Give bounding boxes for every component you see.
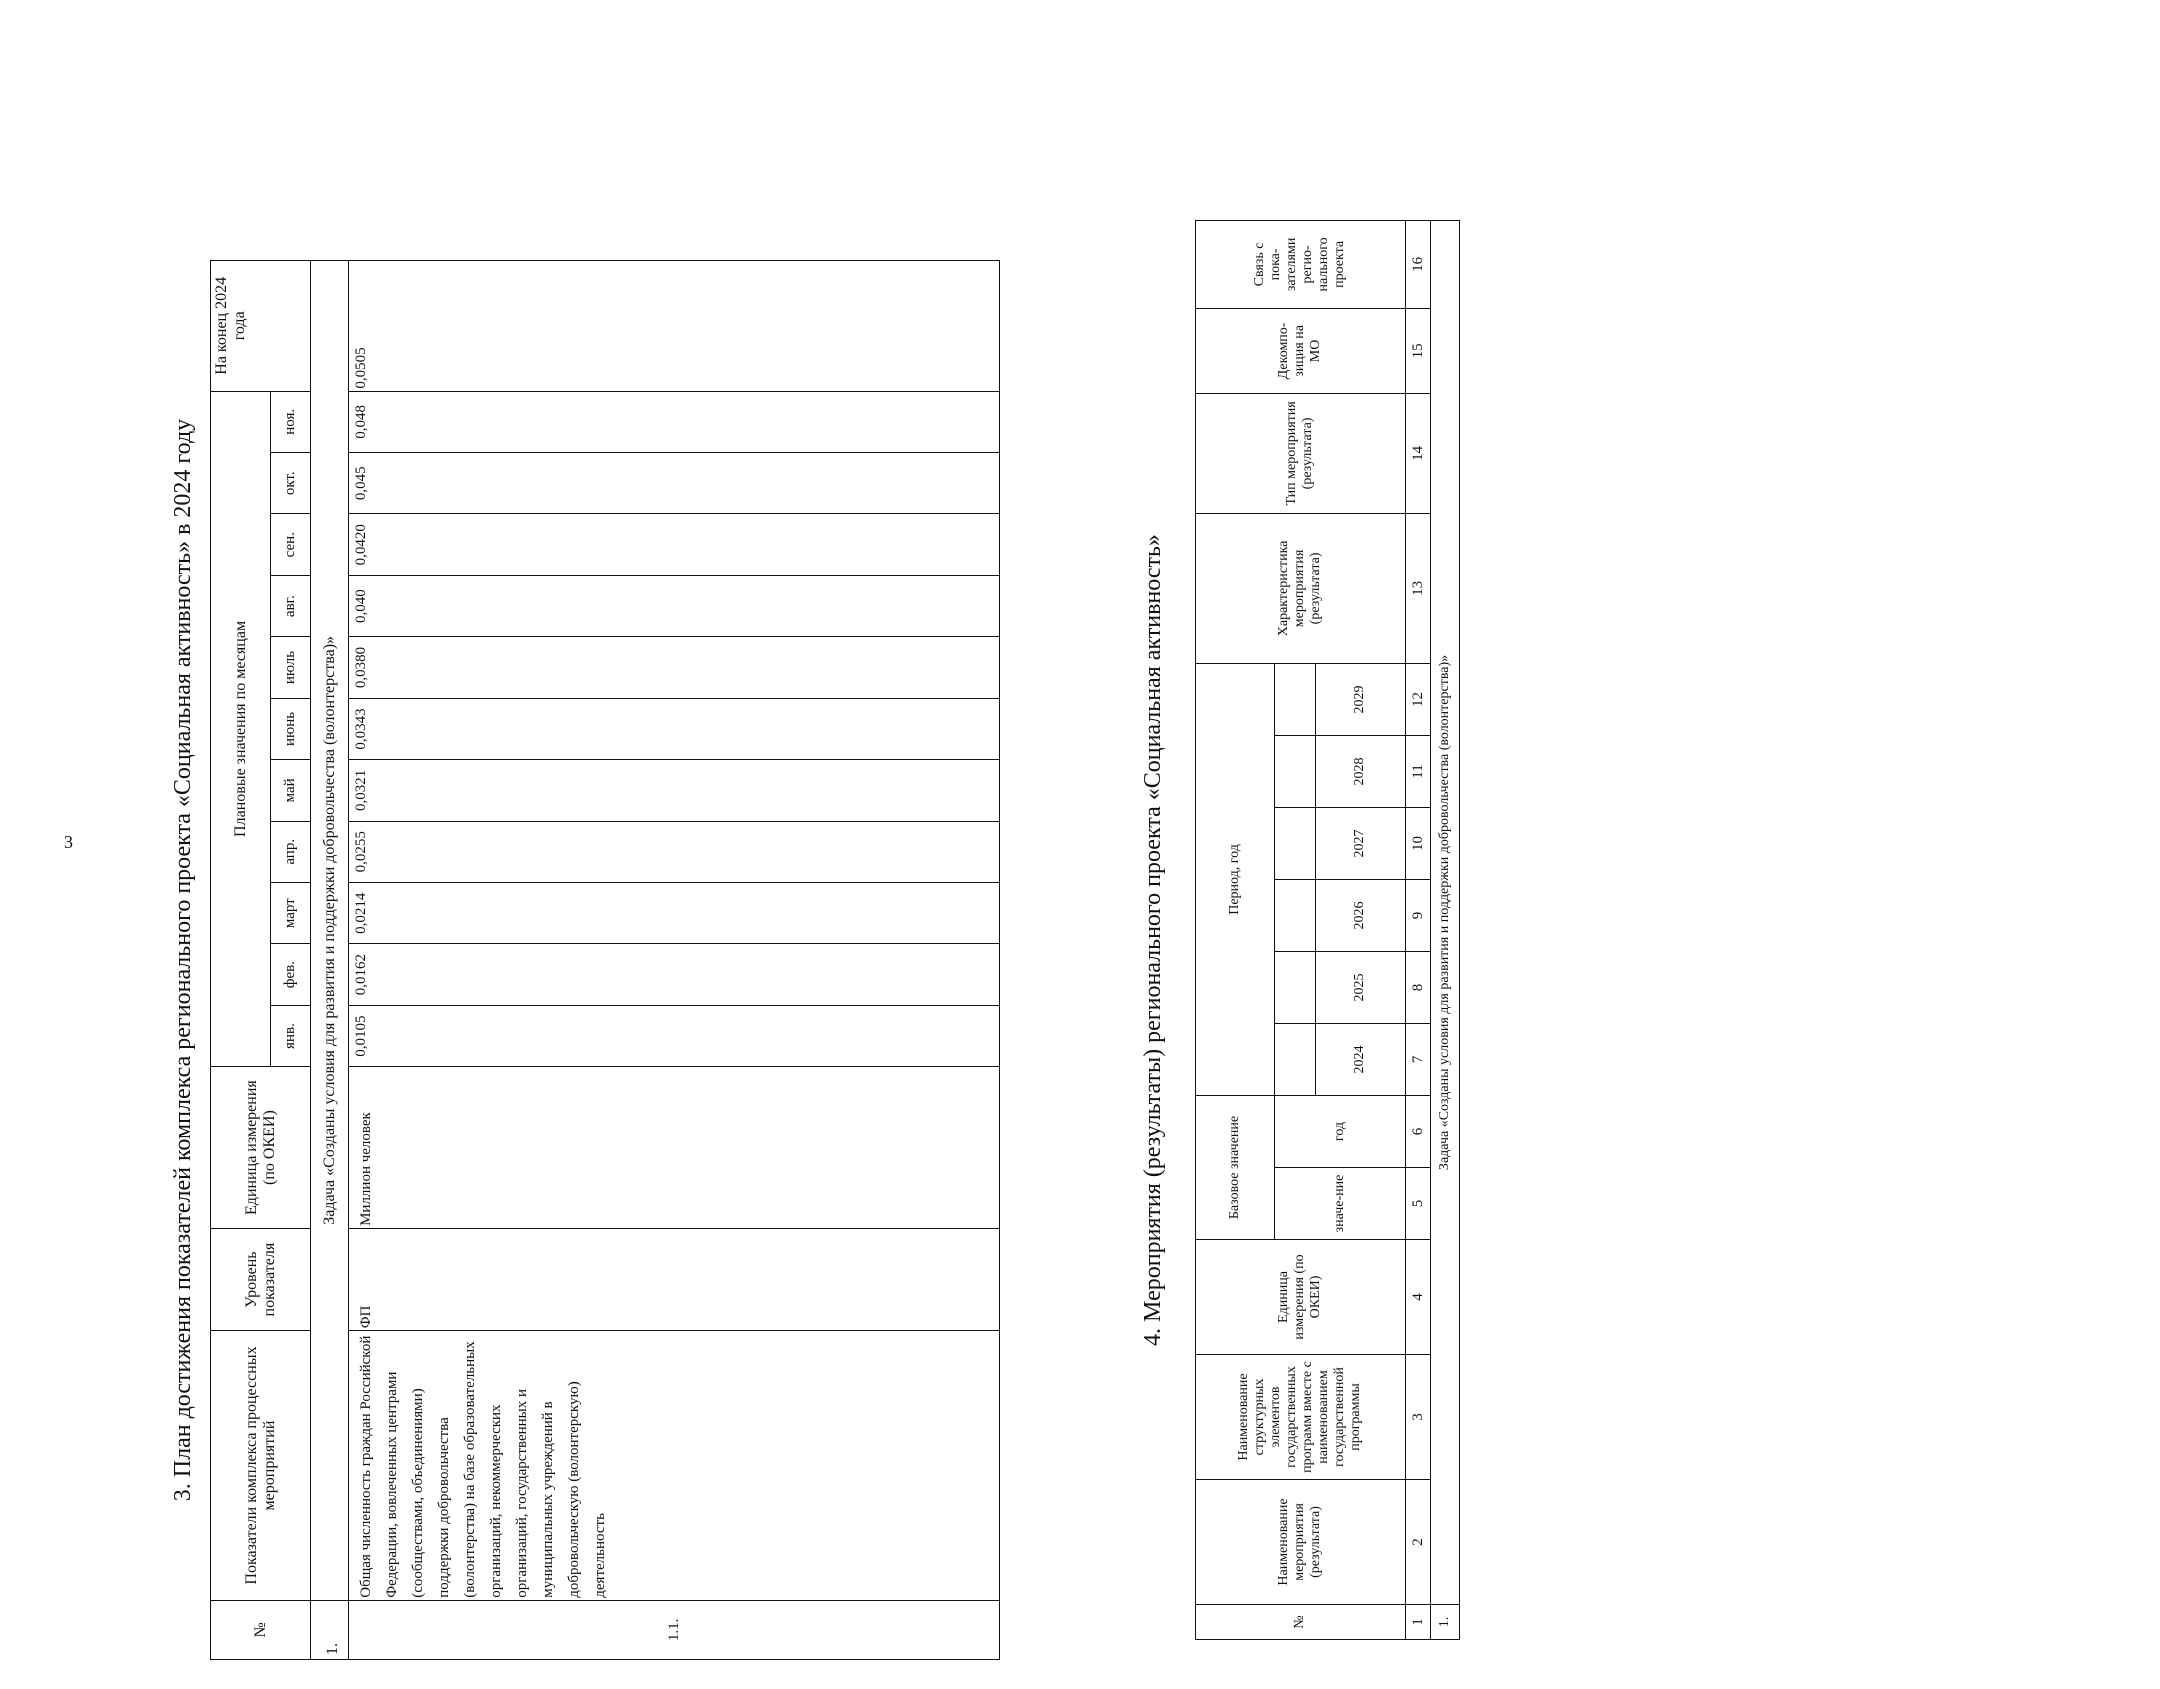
section-3 <box>150 260 1010 1660</box>
month-value: 0,048 <box>349 391 1000 452</box>
year-header: 2027 <box>1316 807 1405 879</box>
month-header: сен. <box>271 514 311 575</box>
header-structural: Наименование структурных элементов государственных программ вместе с наименованием государственной программы <box>1196 1355 1406 1480</box>
month-header: июль <box>271 637 311 698</box>
column-number: 12 <box>1405 663 1430 735</box>
section-3-heading: 3. План достижения показателей комплекса регионального проекта «Социальная активность» в 2024 году <box>170 418 196 1502</box>
column-number: 16 <box>1405 220 1430 308</box>
section-4-heading: 4. Мероприятия (результаты) регионального проекта «Социальная активность» <box>1140 534 1166 1346</box>
task-row-text: Задача «Созданы условия для развития и поддержки добровольчества (волонтерства)» <box>311 261 349 1601</box>
month-header: май <box>271 760 311 821</box>
header-base-year: год <box>1274 1095 1405 1167</box>
month-header: окт. <box>271 453 311 514</box>
month-header: апр. <box>271 821 311 882</box>
month-value: 0,045 <box>349 453 1000 514</box>
column-number: 13 <box>1405 513 1430 663</box>
indicators-plan-table <box>210 260 1000 1660</box>
month-value: 0,0420 <box>349 514 1000 575</box>
row-num: 1.1. <box>349 1600 1000 1659</box>
table-row <box>349 261 1000 1660</box>
task-row-text: Задача «Созданы условия для развития и поддержки добровольчества (волонтерства)» <box>1430 220 1459 1604</box>
month-header: июнь <box>271 698 311 759</box>
month-header: ноя. <box>271 391 311 452</box>
column-number: 8 <box>1405 951 1430 1023</box>
month-value: 0,0255 <box>349 821 1000 882</box>
header-unit: Единица измерения (по ОКЕИ) <box>211 1067 311 1229</box>
header-indicator: Показатели комплекса процессных мероприятий <box>211 1331 311 1600</box>
header-level: Уровень показателя <box>211 1228 311 1330</box>
header-end-of-year: На конец 2024 года <box>211 261 311 392</box>
column-number: 1 <box>1405 1605 1430 1640</box>
header-link: Связь с пока-зателями регио-нального проекта <box>1196 220 1406 308</box>
column-number: 14 <box>1405 393 1430 513</box>
header-monthly: Плановые значения по месяцам <box>211 391 271 1067</box>
column-number: 7 <box>1405 1023 1430 1095</box>
month-value: 0,0343 <box>349 698 1000 759</box>
month-header: авг. <box>271 575 311 636</box>
year-header: 2026 <box>1316 879 1405 951</box>
year-header: 2024 <box>1316 1023 1405 1095</box>
header-period: Период, год <box>1196 663 1275 1095</box>
header-base-value: значе-ние <box>1274 1168 1405 1240</box>
header-base: Базовое значение <box>1196 1095 1275 1239</box>
row-level: ФП <box>349 1228 1000 1330</box>
column-number: 6 <box>1405 1095 1430 1167</box>
month-value: 0,0214 <box>349 883 1000 944</box>
header-unit: Единица измерения (по ОКЕИ) <box>1196 1240 1406 1355</box>
activities-table <box>1195 220 1460 1640</box>
column-number: 9 <box>1405 879 1430 951</box>
section-4 <box>1100 237 2160 1640</box>
task-row-num: 1. <box>1430 1605 1459 1640</box>
row-indicator: Общая численность граждан Российской Федерации, вовлеченных центрами (сообществами, объединениями) поддержки добровольчества (волонтерства) на базе образовательных организаций, некоммерческих организаций, государственных и муниципальных учреждений в добровольческую (волонтерскую) деятельность <box>349 1331 1000 1600</box>
year-header: 2029 <box>1316 663 1405 735</box>
end-of-year-value: 0,0505 <box>349 261 1000 392</box>
header-type: Тип мероприятия (результата) <box>1196 393 1406 513</box>
header-num: № <box>211 1600 311 1659</box>
year-header: 2025 <box>1316 951 1405 1023</box>
column-number: 2 <box>1405 1480 1430 1605</box>
row-unit: Миллион человек <box>349 1067 1000 1229</box>
column-number: 5 <box>1405 1168 1430 1240</box>
header-name: Наименование мероприятия (результата) <box>1196 1480 1406 1605</box>
header-num: № <box>1196 1605 1406 1640</box>
column-number: 3 <box>1405 1355 1430 1480</box>
task-row-num: 1. <box>311 1600 349 1659</box>
year-header: 2028 <box>1316 735 1405 807</box>
month-value: 0,0380 <box>349 637 1000 698</box>
month-header: фев. <box>271 944 311 1005</box>
header-characteristic: Характеристика мероприятия (результата) <box>1196 513 1406 663</box>
month-header: янв. <box>271 1005 311 1066</box>
month-value: 0,0105 <box>349 1005 1000 1066</box>
header-decomposition: Декомпо-зиция на МО <box>1196 308 1406 393</box>
column-number: 4 <box>1405 1240 1430 1355</box>
column-number: 11 <box>1405 735 1430 807</box>
column-number: 10 <box>1405 807 1430 879</box>
month-value: 0,0162 <box>349 944 1000 1005</box>
month-value: 0,0321 <box>349 760 1000 821</box>
month-header: март <box>271 883 311 944</box>
column-number: 15 <box>1405 308 1430 393</box>
month-value: 0,040 <box>349 575 1000 636</box>
page-number: 3 <box>64 832 73 852</box>
